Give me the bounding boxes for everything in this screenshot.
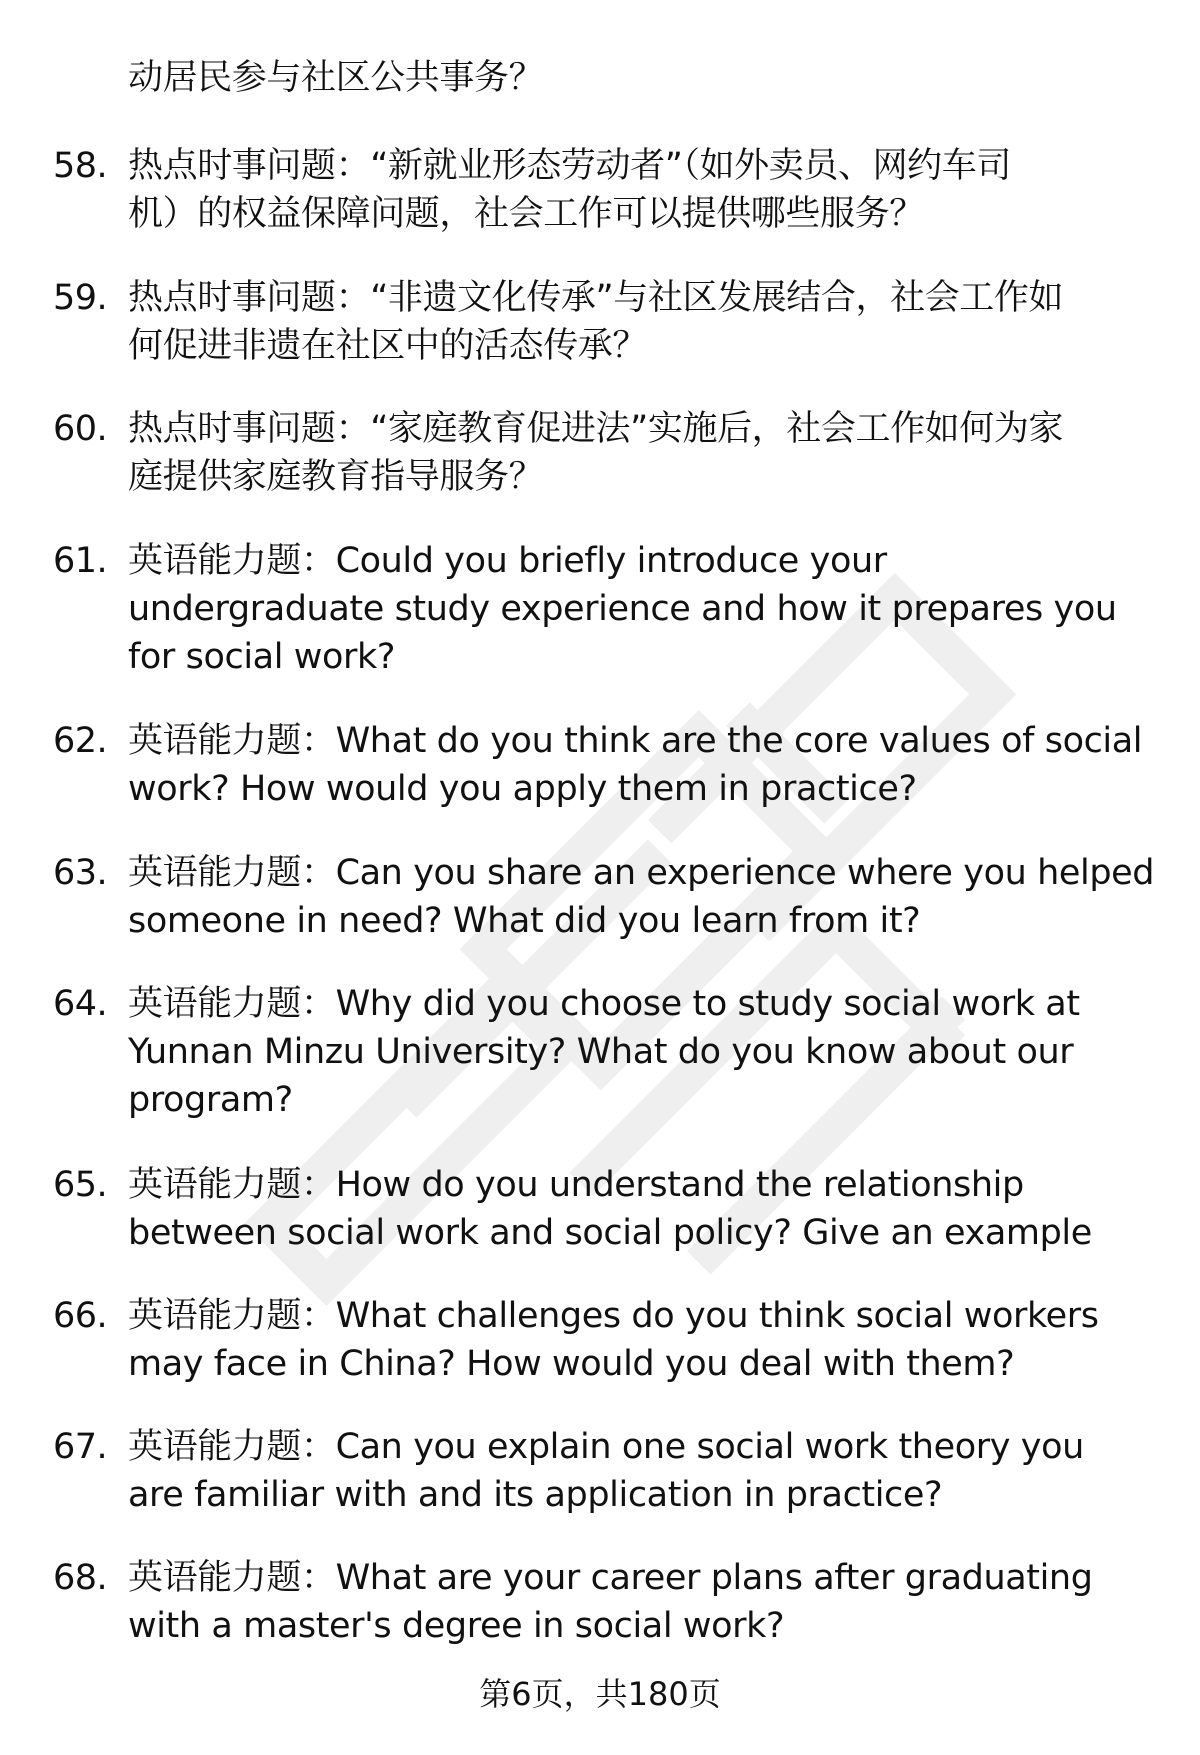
question-number: 58. <box>53 146 108 186</box>
question-line: undergraduate study experience and how it prepares you <box>128 589 1117 629</box>
question-text <box>128 849 1158 945</box>
question-line: 英语能力题：How do you understand the relationship <box>128 1165 1024 1205</box>
question-line: 庭提供家庭教育指导服务？ <box>128 457 544 497</box>
question-line: 英语能力题：Can you share an experience where you helped <box>128 853 1155 893</box>
question-number: 62. <box>53 721 108 761</box>
question-line: for social work? <box>128 637 396 677</box>
question-text <box>128 717 1158 813</box>
page-footer: 第6页，共180页 <box>479 1675 721 1713</box>
question-number: 64. <box>53 984 108 1024</box>
question-text <box>128 54 1158 102</box>
question-line: 动居民参与社区公共事务？ <box>128 58 544 98</box>
question-number: 59. <box>53 278 108 318</box>
question-text <box>128 1161 1158 1257</box>
question-line: between social work and social policy? Give an example <box>128 1213 1092 1253</box>
question-text <box>128 405 1158 501</box>
question-line: 英语能力题：What are your career plans after graduating <box>128 1558 1093 1598</box>
question-text <box>128 1554 1158 1650</box>
question-text <box>128 537 1158 681</box>
question-text <box>128 142 1158 238</box>
question-line: 热点时事问题：“非遗文化传承”与社区发展结合，社会工作如 <box>128 278 1064 318</box>
question-number: 66. <box>53 1296 108 1336</box>
question-line: 英语能力题：Could you briefly introduce your <box>128 541 887 581</box>
question-line: 英语能力题：What challenges do you think social workers <box>128 1296 1099 1336</box>
question-line: 热点时事问题：“家庭教育促进法”实施后，社会工作如何为家 <box>128 409 1064 449</box>
question-number: 60. <box>53 409 108 449</box>
question-line: program? <box>128 1080 293 1120</box>
question-line: 英语能力题：What do you think are the core values of social <box>128 721 1143 761</box>
question-number: 63. <box>53 853 108 893</box>
question-number: 68. <box>53 1558 108 1598</box>
question-line: 热点时事问题：“新就业形态劳动者”（如外卖员、网约车司 <box>128 146 1011 186</box>
question-number: 67. <box>53 1427 108 1467</box>
question-number: 65. <box>53 1165 108 1205</box>
question-number: 61. <box>53 541 108 581</box>
question-line: are familiar with and its application in practice? <box>128 1475 943 1515</box>
question-line: 机）的权益保障问题，社会工作可以提供哪些服务？ <box>128 194 924 234</box>
question-line: 英语能力题：Why did you choose to study social work at <box>128 984 1080 1024</box>
question-line: Yunnan Minzu University? What do you know about our <box>128 1032 1074 1072</box>
question-text <box>128 1292 1158 1388</box>
question-line: with a master's degree in social work? <box>128 1606 785 1646</box>
question-line: 英语能力题：Can you explain one social work theory you <box>128 1427 1084 1467</box>
question-line: may face in China? How would you deal with them? <box>128 1344 1015 1384</box>
question-line: 何促进非遗在社区中的活态传承？ <box>128 326 648 366</box>
question-text <box>128 1423 1158 1519</box>
question-text <box>128 274 1158 370</box>
question-text <box>128 980 1158 1124</box>
question-line: work? How would you apply them in practice? <box>128 769 917 809</box>
question-line: someone in need? What did you learn from it? <box>128 901 921 941</box>
